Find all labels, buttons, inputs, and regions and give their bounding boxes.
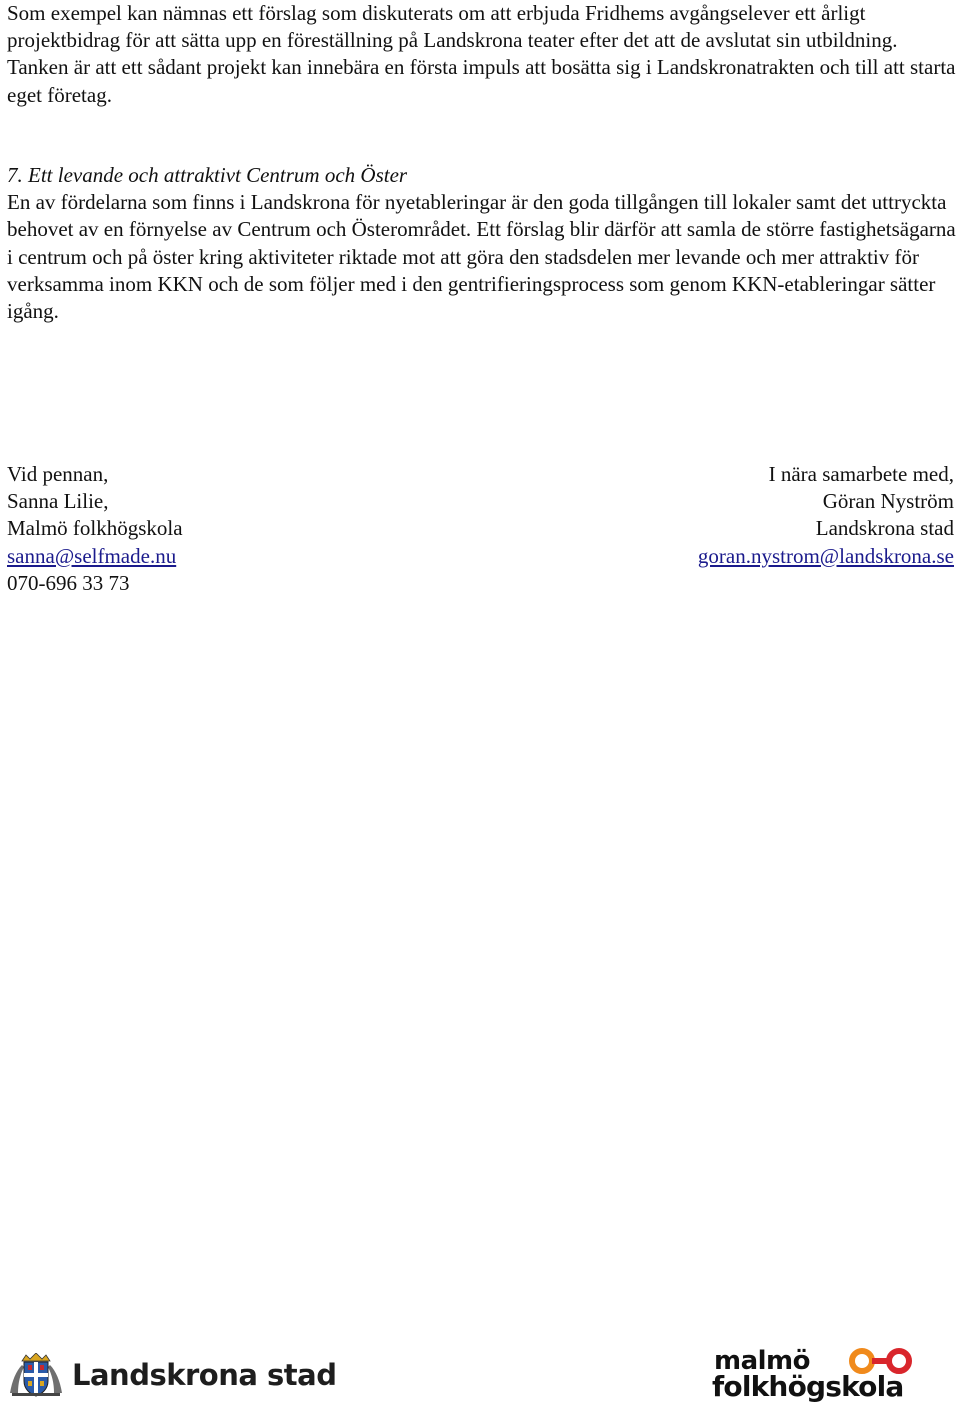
logo-text-line2: folkhögskola xyxy=(712,1370,904,1403)
signature-name: Göran Nyström xyxy=(822,489,954,514)
section-body: En av fördelarna som finns i Landskrona för nyetableringar är den goda tillgången till lokaler samt det uttryckta behovet av en förnyelse av Centrum och Österområdet. Ett förslag blir därför att samla de större fastighetsägarna i centrum och på öster kring aktiviteter riktade mot att göra den stadsdelen mer levande och mer attraktiv för verksamma inom KKN och de som följer med i den gentrifieringsprocess som genom KKN-etableringar sätter igång. xyxy=(7,190,956,324)
email-link[interactable]: goran.nystrom@landskrona.se xyxy=(697,543,954,568)
landskrona-stad-logo xyxy=(8,1352,337,1398)
section-heading: 7. Ett levande och attraktivt Centrum och Öster xyxy=(7,163,408,187)
signature-name: Sanna Lilie, xyxy=(7,489,109,514)
malmo-folkhogskola-logo xyxy=(712,1348,954,1402)
signature-organization: Landskrona stad xyxy=(815,516,954,541)
email-link[interactable]: sanna@selfmade.nu xyxy=(7,543,177,568)
city-crest-icon xyxy=(8,1353,64,1397)
signature-phone: 070-696 33 73 xyxy=(7,570,130,595)
logo-text: Landskrona stad xyxy=(72,1357,337,1392)
signature-right xyxy=(534,461,954,570)
logo-text-line1: malmö xyxy=(714,1346,811,1376)
signature-closing: Vid pennan, xyxy=(7,462,109,486)
signature-left xyxy=(7,461,427,597)
intro-paragraph: Som exempel kan nämnas ett förslag som diskuterats om att erbjuda Fridhems avgångselever ett årligt projektbidrag för att sätta upp en föreställning på Landskrona teater efter det att de avslutat sin utbildning. Tanken är att ett sådant projekt kan innebära en första impuls att bosätta sig i Landskronatrakten och till att starta eget företag. xyxy=(7,1,956,107)
section-7 xyxy=(7,162,957,325)
signature-closing: I nära samarbete med, xyxy=(768,462,954,486)
signature-organization: Malmö folkhögskola xyxy=(7,516,183,541)
